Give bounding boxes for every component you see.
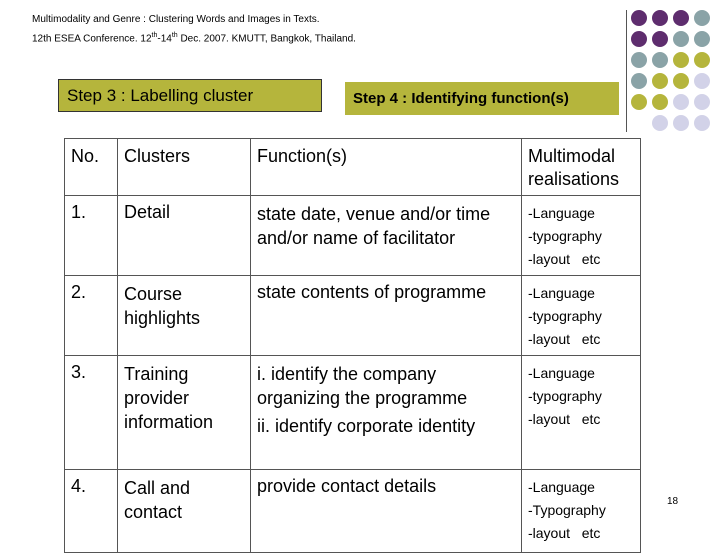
multimodal-item: -Typography bbox=[528, 502, 606, 518]
function-text: state contents of programme bbox=[257, 282, 487, 302]
row-number: 4. bbox=[65, 470, 118, 553]
function-text: state date, venue and/or time and/or name of facilitator bbox=[257, 204, 491, 248]
superscript: th bbox=[151, 32, 158, 39]
function-text: ii. identify corporate identity bbox=[257, 416, 476, 436]
decor-dot bbox=[631, 10, 647, 26]
decor-dot bbox=[694, 73, 710, 89]
decor-dot bbox=[694, 115, 710, 131]
multimodal-item: -layout etc bbox=[528, 331, 601, 347]
decor-dot bbox=[673, 31, 689, 47]
multimodal-item: -Language bbox=[528, 365, 595, 381]
row-function bbox=[251, 196, 522, 276]
decor-dot bbox=[694, 94, 710, 110]
row-function bbox=[251, 470, 522, 553]
clusters-table bbox=[64, 138, 641, 553]
decor-dot bbox=[631, 52, 647, 68]
row-cluster: Detail bbox=[118, 196, 251, 276]
multimodal-item: -layout etc bbox=[528, 411, 601, 427]
table-header-row bbox=[65, 139, 641, 196]
decor-dot bbox=[631, 73, 647, 89]
decor-dot bbox=[673, 94, 689, 110]
multimodal-item: -typography bbox=[528, 388, 602, 404]
row-number: 3. bbox=[65, 356, 118, 470]
decor-dot bbox=[673, 10, 689, 26]
decorative-divider bbox=[626, 10, 627, 132]
row-multimodal bbox=[522, 276, 641, 356]
header-line-1: Multimodality and Genre : Clustering Words and Images in Texts. bbox=[32, 14, 320, 25]
row-cluster: Course highlights bbox=[118, 276, 251, 356]
row-number: 1. bbox=[65, 196, 118, 276]
slide-header bbox=[32, 12, 356, 47]
row-multimodal bbox=[522, 196, 641, 276]
header-functions: Function(s) bbox=[251, 139, 522, 196]
decor-dot bbox=[652, 115, 668, 131]
header-text: -14 bbox=[157, 33, 172, 45]
decor-dot bbox=[631, 31, 647, 47]
row-multimodal bbox=[522, 470, 641, 553]
row-function bbox=[251, 356, 522, 470]
table-row bbox=[65, 470, 641, 553]
header-clusters: Clusters bbox=[118, 139, 251, 196]
decor-dot bbox=[694, 10, 710, 26]
decor-dot bbox=[631, 94, 647, 110]
header-line-2 bbox=[32, 28, 356, 47]
decor-dot bbox=[652, 52, 668, 68]
multimodal-item: -typography bbox=[528, 308, 602, 324]
multimodal-item: -Language bbox=[528, 205, 595, 221]
decor-dot bbox=[673, 52, 689, 68]
row-cluster: Training provider information bbox=[118, 356, 251, 470]
page-number: 18 bbox=[667, 496, 679, 507]
multimodal-item: -layout etc bbox=[528, 525, 601, 541]
step-4-label: Step 4 : Identifying function(s) bbox=[345, 82, 619, 115]
table-row bbox=[65, 276, 641, 356]
header-text: Dec. 2007. KMUTT, Bangkok, Thailand. bbox=[177, 33, 356, 45]
table-row bbox=[65, 356, 641, 470]
table-row bbox=[65, 196, 641, 276]
step-3-label: Step 3 : Labelling cluster bbox=[58, 79, 322, 112]
function-text: provide contact details bbox=[257, 476, 437, 496]
multimodal-item: -typography bbox=[528, 228, 602, 244]
row-number: 2. bbox=[65, 276, 118, 356]
decor-dot bbox=[652, 31, 668, 47]
decor-dot bbox=[694, 31, 710, 47]
header-multimodal: Multimodal realisations bbox=[522, 139, 641, 196]
function-text: i. identify the company organizing the programme bbox=[257, 364, 468, 408]
decor-dot bbox=[652, 73, 668, 89]
decor-dot bbox=[673, 115, 689, 131]
row-multimodal bbox=[522, 356, 641, 470]
superscript: th bbox=[171, 32, 178, 39]
decor-dot bbox=[673, 73, 689, 89]
multimodal-item: -layout etc bbox=[528, 251, 601, 267]
multimodal-item: -Language bbox=[528, 285, 595, 301]
decor-dot bbox=[694, 52, 710, 68]
multimodal-item: -Language bbox=[528, 479, 595, 495]
header-text: 12th ESEA Conference. 12 bbox=[32, 33, 152, 45]
row-cluster: Call and contact bbox=[118, 470, 251, 553]
decor-dot bbox=[652, 10, 668, 26]
row-function bbox=[251, 276, 522, 356]
header-no: No. bbox=[65, 139, 118, 196]
decor-dot bbox=[652, 94, 668, 110]
